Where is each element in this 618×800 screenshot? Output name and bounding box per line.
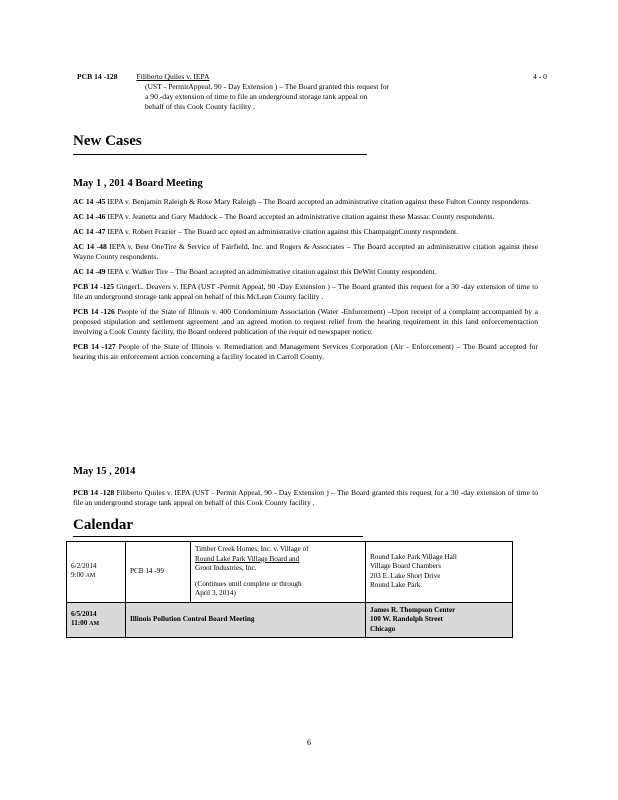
top-case-entry — [77, 72, 547, 112]
location-line: 203 E. Lake Short Drive — [370, 571, 441, 580]
case-description: IEPA v. Walker Tire – The Board accepted an administrative citation against this DeWitt County respondent. — [107, 267, 437, 276]
calendar-date — [67, 602, 126, 638]
case-description: GingerL. Deavers v. IEPA (UST -Permit Appeal, 90 -Day Extension ) – The Board granted this request for a 30 -day extension of time to file an underground storage tank appeal on behalf of this McLean County facility . — [73, 282, 538, 301]
location-line: Round Lake Park Village Hall — [370, 552, 457, 561]
calendar-case-number: PCB 14 -99 — [126, 542, 191, 603]
case-description: IEPA v. Robert Frazier – The Board acc epted an administrative citation against this ChampaignCounty respondent. — [107, 227, 459, 236]
meeting-heading: May 15 , 2014 — [73, 466, 136, 477]
calendar-event: Illinois Pollution Control Board Meeting — [126, 602, 366, 638]
case-entry — [73, 267, 538, 277]
case-text-line: behalf of this Cook County facility . — [145, 102, 255, 111]
case-number: AC 14 -48 — [73, 242, 107, 251]
case-number: PCB 14 -127 — [73, 342, 116, 351]
calendar-description — [191, 542, 366, 603]
calendar-date — [67, 542, 126, 603]
case-number: PCB 14 -125 — [73, 282, 115, 291]
case-description: People of the State of Illinois v. Remediation and Management Services Corporation (Air - Enforcement) – The Board accepted for hearing this air enforcement action concerning a facility located in Carroll County. — [73, 342, 538, 361]
location-line: Village Board Chambers — [370, 562, 442, 571]
section-heading-new-cases: New Cases — [73, 133, 142, 149]
date-text: 6/5/2014 — [71, 609, 97, 618]
case-number: AC 14 -47 — [73, 227, 106, 236]
desc-line: Timber Creek Homes, Inc. v. Village of — [195, 545, 309, 553]
location-line: 100 W. Randolph Street — [370, 615, 443, 623]
case-entry — [73, 488, 538, 508]
case-entry — [73, 227, 538, 237]
calendar-location — [366, 542, 513, 603]
location-line: Round Lake Park — [370, 581, 421, 590]
case-parties: Filiberto Quiles v. IEPA — [136, 72, 210, 81]
case-entry — [73, 282, 538, 302]
section-rule — [73, 154, 367, 155]
time-text: 9:00 — [71, 571, 84, 580]
case-description: IEPA v. Benjamin Raleigh & Rose Mary Raleigh – The Board accepted an administrative citation against these Fulton County respondents. — [107, 197, 531, 206]
case-text-line: (UST - PermitAppeal, 90 - Day Extension ) – The Board granted this request for — [145, 82, 390, 91]
case-description: Filiberto Quiles v. IEPA (UST - Permit Appeal, 90 - Day Extension ) – The Board granted this request for a 30 -day extension of time to file an underground storage tank appeal on behalf of this Cook County facility . — [73, 488, 539, 507]
case-number: PCB 14 -126 — [73, 307, 115, 316]
case-number: AC 14 -49 — [73, 267, 106, 276]
location-line: Chicago — [370, 624, 396, 633]
calendar-row — [67, 602, 513, 638]
section-rule — [73, 536, 363, 537]
calendar-table — [66, 541, 513, 638]
desc-line: April 3, 2014) — [195, 589, 236, 597]
case-description: IEPA v. Best OneTire & Service of Fairfield, Inc. and Rogers & Associates – The Board accepted an administrative citation against these Wayne County respondents. — [73, 242, 538, 261]
case-entry — [73, 212, 538, 222]
ampm-text: AM — [89, 621, 100, 628]
case-number: PCB 14 -128 — [77, 72, 118, 81]
case-number: PCB 14 -128 — [73, 488, 115, 497]
ampm-text: AM — [85, 573, 96, 580]
desc-line: Round Lake Park Village Board and — [195, 554, 300, 563]
page-number: 6 — [307, 738, 311, 747]
time-text: 11:00 — [71, 619, 88, 628]
location-line: James R. Thompson Center — [370, 605, 456, 614]
case-number: AC 14 -45 — [73, 197, 106, 206]
case-entry — [73, 307, 538, 337]
meeting-heading: May 1 , 201 4 Board Meeting — [73, 178, 203, 189]
case-description: People of the State of Illinois v. 400 Condominium Association (Water -Enforcement) –Upon receipt of a complaint accompanied by a proposed stipulation and settlement agreement ,and an agreed motion to request relief from the hearing requirement in this land enforcementaction involving a Cook County facility, the Board ordered publication of the requir ed newspaper notice. — [73, 307, 538, 336]
case-text-line: a 90 -day extension of time to file an underground storage tank appeal on — [145, 92, 368, 101]
case-list — [73, 197, 538, 367]
calendar-location — [366, 602, 513, 638]
case-list — [73, 488, 538, 513]
section-heading-calendar: Calendar — [73, 517, 133, 533]
case-entry — [73, 342, 538, 362]
case-entry — [73, 242, 538, 262]
case-entry — [73, 197, 538, 207]
date-text: 6/2/2014 — [71, 561, 97, 570]
case-number: AC 14 -46 — [73, 212, 106, 221]
desc-line: Groot Industries, Inc. — [195, 564, 257, 572]
vote-count: 4 - 0 — [533, 72, 547, 81]
desc-line: (Continues until complete or through — [195, 579, 302, 588]
case-description: IEPA v. Jeanetta and Gary Maddock – The Board accepted an administrative citation against these Massac County respondents. — [107, 212, 495, 221]
calendar-row — [67, 542, 513, 603]
